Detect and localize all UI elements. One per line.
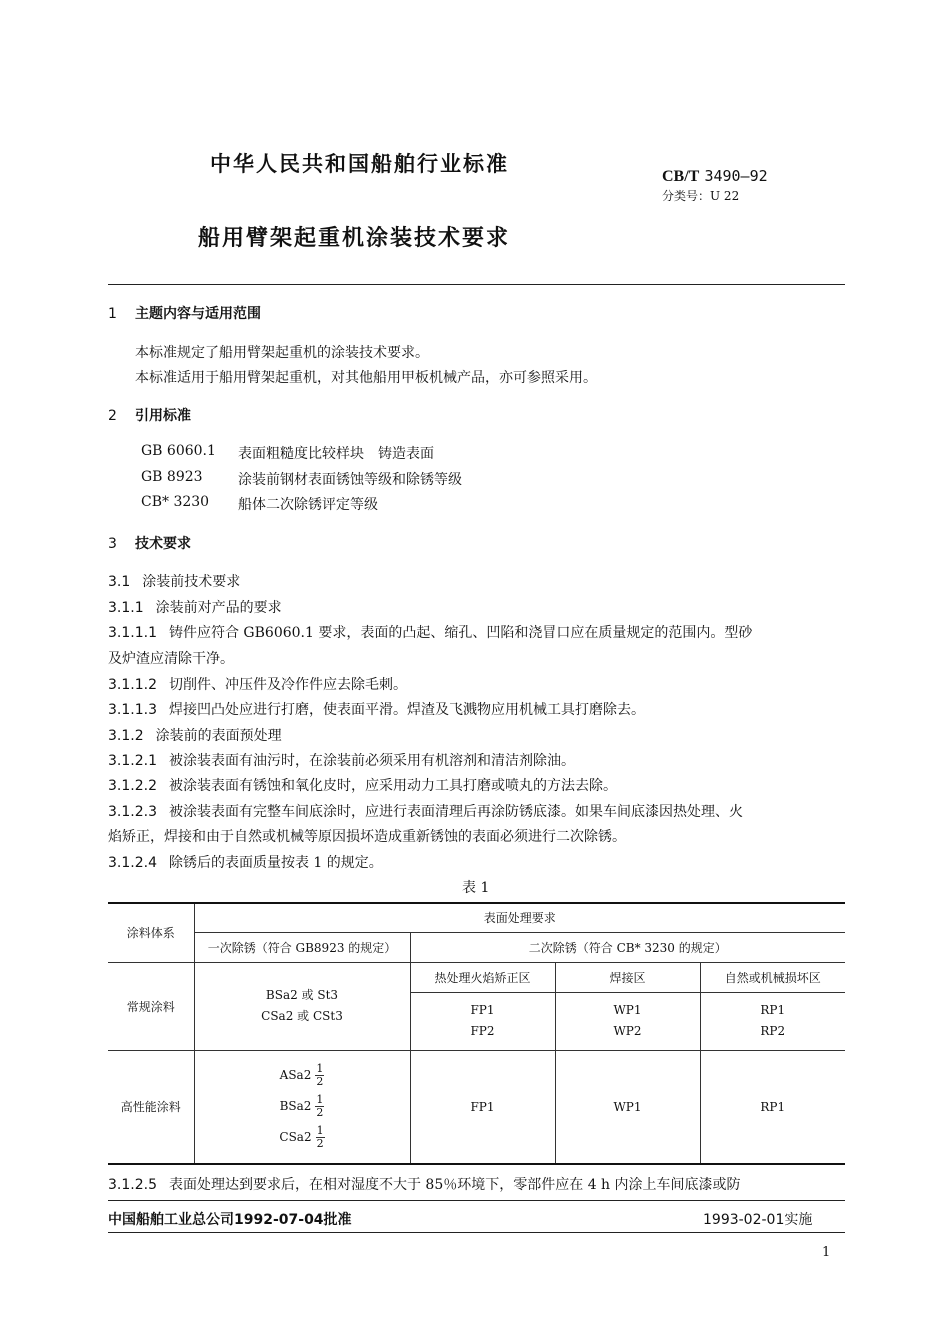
paragraph: 本标准适用于船用臂架起重机，对其他船用甲板机械产品，亦可参照采用。 <box>135 370 597 386</box>
footer-bottom-divider <box>108 1232 845 1233</box>
high-performance-damage-grade: RP1 <box>700 1050 845 1164</box>
implementation-date: 1993-02-01实施 <box>703 1212 813 1228</box>
grade-value: WP1 <box>613 1003 642 1017</box>
clause <box>108 597 282 617</box>
clause <box>108 801 743 821</box>
reference-code: CB* 3230 <box>141 494 210 510</box>
row-high-performance-coating: 高性能涂料 <box>108 1050 194 1164</box>
clause-text: 被涂装表面有完整车间底涂时，应进行表面清理后再涂防锈底漆。如果车间底漆因热处理、火 <box>168 804 743 820</box>
header-secondary-derusting: 二次除锈（符合 CB* 3230 的规定） <box>410 932 845 962</box>
conventional-heat-grades <box>410 992 555 1050</box>
classification-number: 分类号：U 22 <box>662 189 740 203</box>
header-heat-treatment-zone: 热处理火焰矫正区 <box>410 962 555 992</box>
footer-divider <box>108 1200 845 1201</box>
high-performance-primary-grades <box>194 1050 410 1164</box>
header-damage-zone: 自然或机械损坏区 <box>700 962 845 992</box>
clause-text: 被涂装表面有油污时，在涂装前必须采用有机溶剂和清洁剂除油。 <box>168 753 575 769</box>
section-title: 主题内容与适用范围 <box>135 306 261 322</box>
clause-text: 被涂装表面有锈蚀和氧化皮时，应采用动力工具打磨或喷丸的方法去除。 <box>168 778 617 794</box>
section-1-heading <box>108 303 261 323</box>
clause-number: 3.1.2 <box>108 728 144 744</box>
clause <box>108 1174 741 1194</box>
row-conventional-coating: 常规涂料 <box>108 962 194 1050</box>
industry-standard-title: 中华人民共和国船舶行业标准 <box>210 152 509 176</box>
clause-number: 3.1.1.2 <box>108 677 157 693</box>
clause-number: 3.1.2.3 <box>108 804 157 820</box>
header-divider <box>108 284 845 285</box>
clause <box>108 622 752 642</box>
clause <box>108 571 240 591</box>
page-number: 1 <box>822 1245 831 1260</box>
section-title: 技术要求 <box>135 536 191 552</box>
paragraph: 本标准规定了船用臂架起重机的涂装技术要求。 <box>135 345 429 361</box>
table-caption: 表 1 <box>462 880 490 896</box>
grade-value: RP1 <box>760 1003 786 1017</box>
clause-number: 3.1.1 <box>108 600 144 616</box>
clause-number: 3.1.2.4 <box>108 855 157 871</box>
clause-number: 3.1.1.1 <box>108 625 157 641</box>
approval-line: 中国船舶工业总公司1992-07-04批准 <box>108 1212 352 1228</box>
clause <box>108 775 617 795</box>
grade-value: WP2 <box>613 1024 642 1038</box>
clause-continuation: 及炉渣应清除干净。 <box>108 651 234 667</box>
section-2-heading <box>108 405 191 425</box>
conventional-damage-grades <box>700 992 845 1050</box>
reference-title: 涂装前钢材表面锈蚀等级和除锈等级 <box>238 472 462 488</box>
clause-number: 3.1 <box>108 574 131 590</box>
clause-text: 表面处理达到要求后，在相对湿度不大于 85％环境下，零部件应在 4 h 内涂上车间底漆或防 <box>168 1177 741 1193</box>
clause-text: 涂装前技术要求 <box>142 574 241 590</box>
clause-number: 3.1.2.2 <box>108 778 157 794</box>
standard-prefix: CB/T <box>662 168 700 185</box>
clause <box>108 674 407 694</box>
clause-text: 涂装前的表面预处理 <box>155 728 282 744</box>
reference-title: 表面粗糙度比较样块 铸造表面 <box>238 446 434 462</box>
fraction-one-half: $\frac{1}{2}$ <box>316 1093 324 1120</box>
header-surface-requirements: 表面处理要求 <box>194 903 845 932</box>
header-weld-zone: 焊接区 <box>555 962 700 992</box>
clause-text: 涂装前对产品的要求 <box>155 600 282 616</box>
grade-value: RP2 <box>760 1024 786 1038</box>
grade-value: BSa2 $\frac{1}{2}$ <box>279 1093 324 1120</box>
grade-value: BSa2 或 St3 <box>265 988 339 1002</box>
standard-number <box>662 166 768 186</box>
clause <box>108 852 383 872</box>
clause-text: 除锈后的表面质量按表 1 的规定。 <box>168 855 383 871</box>
section-3-heading <box>108 533 191 553</box>
surface-treatment-table <box>108 902 845 1165</box>
header-coating-system: 涂料体系 <box>108 903 194 962</box>
high-performance-heat-grade: FP1 <box>410 1050 555 1164</box>
header-primary-derusting: 一次除锈（符合 GB8923 的规定） <box>194 932 410 962</box>
clause-continuation: 焰矫正，焊接和由于自然或机械等原因损坏造成重新锈蚀的表面必须进行二次除锈。 <box>108 829 626 845</box>
fraction-one-half: $\frac{1}{2}$ <box>316 1062 324 1089</box>
high-performance-weld-grade: WP1 <box>555 1050 700 1164</box>
clause-text: 切削件、冲压件及冷作件应去除毛刺。 <box>168 677 407 693</box>
section-title: 引用标准 <box>135 408 191 424</box>
document-title: 船用臂架起重机涂装技术要求 <box>198 226 511 251</box>
reference-code: GB 8923 <box>141 469 203 485</box>
grade-value: CSa2 或 CSt3 <box>261 1009 343 1023</box>
clause-number: 3.1.2.1 <box>108 753 157 769</box>
conventional-weld-grades <box>555 992 700 1050</box>
reference-title: 船体二次除锈评定等级 <box>238 497 378 513</box>
clause-text: 焊接凹凸处应进行打磨，使表面平滑。焊渣及飞溅物应用机械工具打磨除去。 <box>168 702 645 718</box>
section-number: 3 <box>108 536 117 552</box>
section-number: 2 <box>108 408 117 424</box>
clause-number: 3.1.2.5 <box>108 1177 157 1193</box>
clause <box>108 750 575 770</box>
clause <box>108 725 282 745</box>
clause <box>108 699 645 719</box>
grade-value: FP2 <box>470 1024 495 1038</box>
reference-code: GB 6060.1 <box>141 443 216 459</box>
section-number: 1 <box>108 306 117 322</box>
fraction-one-half: $\frac{1}{2}$ <box>316 1124 324 1151</box>
grade-value: FP1 <box>470 1003 495 1017</box>
clause-text: 铸件应符合 GB6060.1 要求，表面的凸起、缩孔、凹陷和浇冒口应在质量规定的范围内。型砂 <box>168 625 753 641</box>
standard-code: 3490—92 <box>704 167 768 185</box>
conventional-primary-grades <box>194 962 410 1050</box>
grade-value: CSa2 $\frac{1}{2}$ <box>279 1124 324 1151</box>
grade-value: ASa2 $\frac{1}{2}$ <box>279 1062 324 1089</box>
clause-number: 3.1.1.3 <box>108 702 157 718</box>
